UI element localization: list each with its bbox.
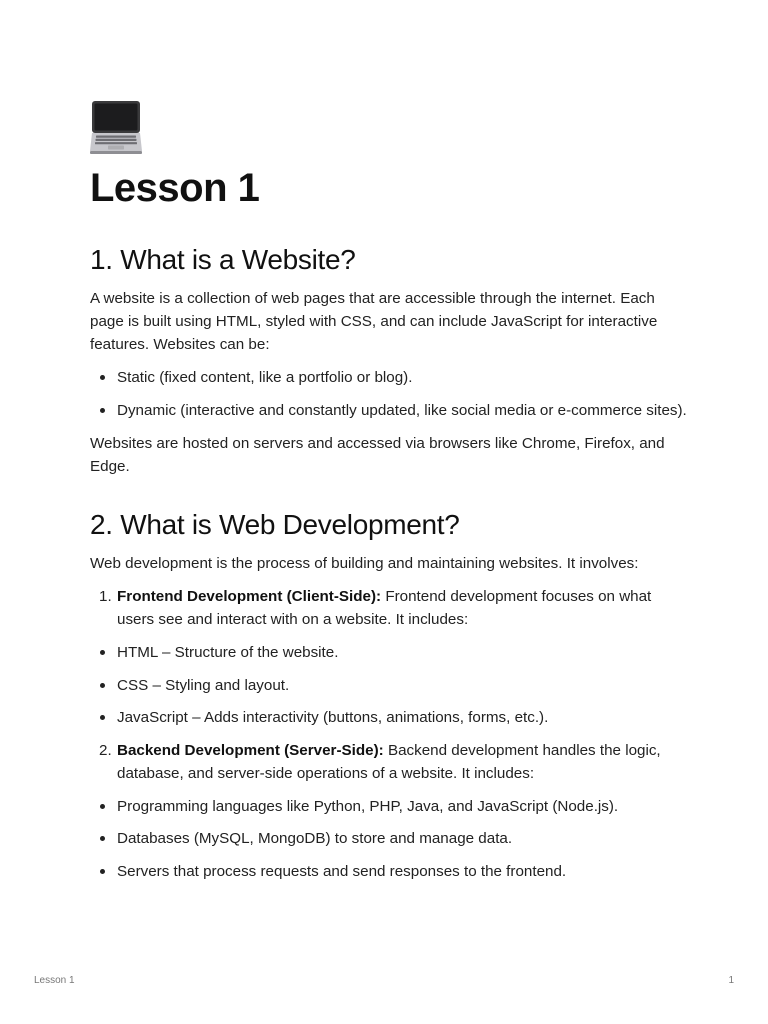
backend-list <box>90 795 690 883</box>
item-number: 2. <box>99 741 112 759</box>
list-item: Databases (MySQL, MongoDB) to store and manage data. <box>90 827 690 850</box>
frontend-list <box>90 641 690 729</box>
list-item: JavaScript – Adds interactivity (buttons, animations, forms, etc.). <box>90 706 690 729</box>
section-intro-website: A website is a collection of web pages that are accessible through the internet. Each page is built using HTML, styled with CSS, and can include JavaScript for interactive features. Websites can be: <box>90 290 658 353</box>
footer-document-title: Lesson 1 <box>34 975 75 986</box>
backend-description: Backend development handles the logic, database, and server-side operations of a website. It includes: <box>117 741 661 782</box>
frontend-label: Frontend Development (Client-Side): <box>117 588 382 605</box>
list-item: Servers that process requests and send responses to the frontend. <box>90 860 690 883</box>
list-item: CSS – Styling and layout. <box>90 674 690 697</box>
frontend-description: Frontend development focuses on what users see and interact with on a website. It includes: <box>117 588 652 628</box>
section-heading-web-development: 2. What is Web Development? <box>90 509 460 540</box>
numbered-item-frontend <box>90 585 690 631</box>
laptop-icon <box>89 98 143 156</box>
numbered-item-backend <box>90 739 690 785</box>
list-item: Static (fixed content, like a portfolio or blog). <box>90 366 690 389</box>
backend-label: Backend Development (Server-Side): <box>117 741 384 759</box>
page-title: Lesson 1 <box>90 166 260 210</box>
list-item: HTML – Structure of the website. <box>90 641 690 664</box>
hosting-paragraph: Websites are hosted on servers and accessed via browsers like Chrome, Firefox, and Edge. <box>90 435 665 475</box>
list-item: Programming languages like Python, PHP, Java, and JavaScript (Node.js). <box>90 795 690 818</box>
document-page <box>90 98 690 892</box>
footer-page-number: 1 <box>728 975 734 986</box>
list-item: Dynamic (interactive and constantly updated, like social media or e-commerce sites). <box>90 399 690 422</box>
item-number: 1. <box>99 588 112 605</box>
section-intro-web-development: Web development is the process of building and maintaining websites. It involves: <box>90 555 639 572</box>
website-types-list <box>90 366 690 422</box>
section-heading-website: 1. What is a Website? <box>90 244 356 275</box>
